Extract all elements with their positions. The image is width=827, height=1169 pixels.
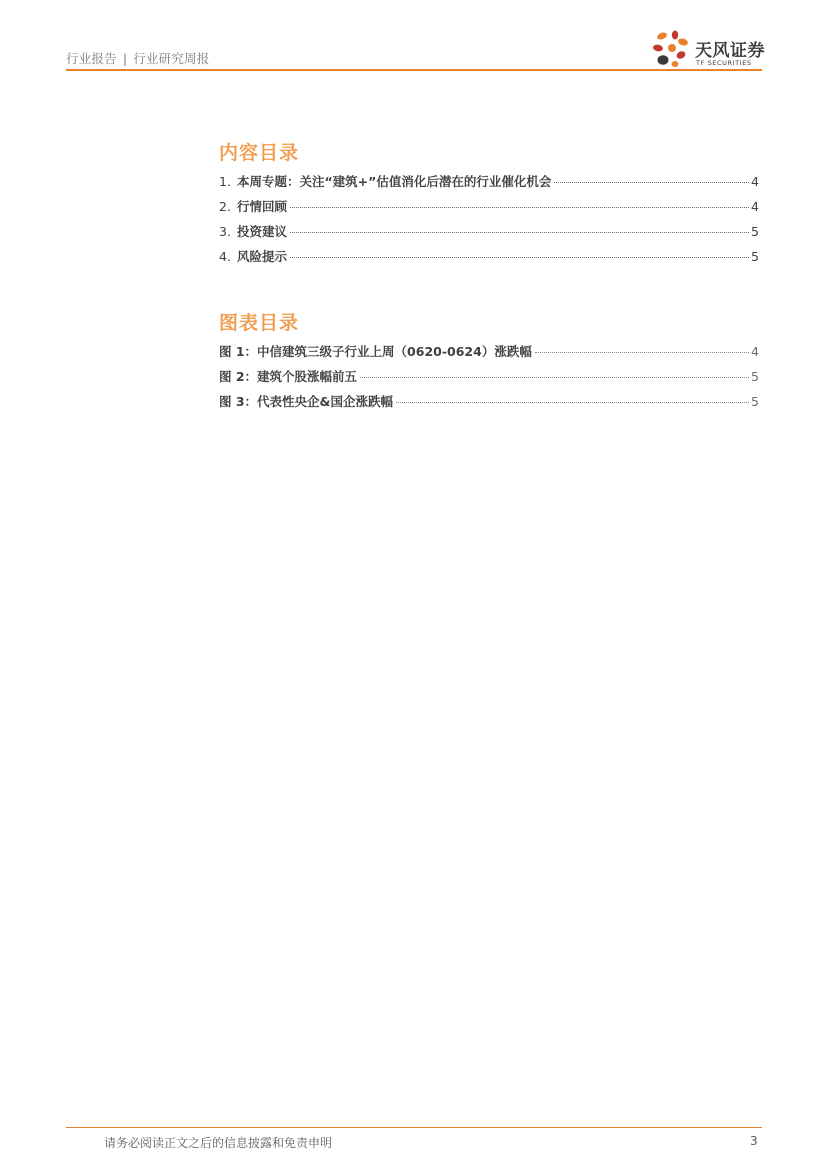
toc-entry-label: 4. 风险提示 <box>219 249 287 264</box>
toc-entry-page: 4 <box>751 199 759 214</box>
header-report-type: 行业研究周报 <box>133 51 210 66</box>
company-logo <box>650 28 765 72</box>
footer-divider <box>66 1127 762 1128</box>
figure-entry-page: 5 <box>751 394 759 409</box>
toc-entry[interactable] <box>219 222 759 240</box>
toc-entry[interactable] <box>219 172 759 190</box>
toc-entry-label: 2. 行情回顾 <box>219 199 287 214</box>
figure-entry-label: 图 3：代表性央企&国企涨跌幅 <box>219 394 393 409</box>
figure-entry[interactable] <box>219 392 759 410</box>
toc-entry-page: 5 <box>751 224 759 239</box>
dot-leader <box>554 182 749 183</box>
dot-leader <box>290 257 749 258</box>
page-number: 3 <box>750 1134 758 1148</box>
toc-entry[interactable] <box>219 197 759 215</box>
dot-leader <box>535 352 749 353</box>
header-separator: | <box>122 51 128 66</box>
dot-leader <box>396 402 749 403</box>
toc-entry-label: 1. 本周专题：关注“建筑+”估值消化后潜在的行业催化机会 <box>219 174 552 189</box>
toc-entry-page: 4 <box>751 174 759 189</box>
figure-entry-label: 图 1：中信建筑三级子行业上周（0620-0624）涨跌幅 <box>219 344 532 359</box>
dot-leader <box>290 232 749 233</box>
toc-entry-label: 3. 投资建议 <box>219 224 287 239</box>
figure-entry-label: 图 2：建筑个股涨幅前五 <box>219 369 358 384</box>
footer-disclaimer: 请务必阅读正文之后的信息披露和免责申明 <box>104 1136 333 1150</box>
header-divider <box>66 69 762 71</box>
figures-title: 图表目录 <box>219 312 300 334</box>
dot-leader <box>290 207 749 208</box>
contents-title: 内容目录 <box>219 142 300 164</box>
toc-entry[interactable] <box>219 247 759 265</box>
logo-subtitle: TF SECURITIES <box>696 59 752 67</box>
figure-entry[interactable] <box>219 342 759 360</box>
figure-entry-page: 5 <box>751 369 759 384</box>
logo-name: 天风证券 <box>695 41 765 61</box>
dot-leader <box>360 377 749 378</box>
toc-entry-page: 5 <box>751 249 759 264</box>
logo-flower-icon <box>650 28 694 72</box>
figure-entry-page: 4 <box>751 344 759 359</box>
page-header <box>66 49 209 67</box>
figure-entry[interactable] <box>219 367 759 385</box>
header-category: 行业报告 <box>66 51 117 66</box>
